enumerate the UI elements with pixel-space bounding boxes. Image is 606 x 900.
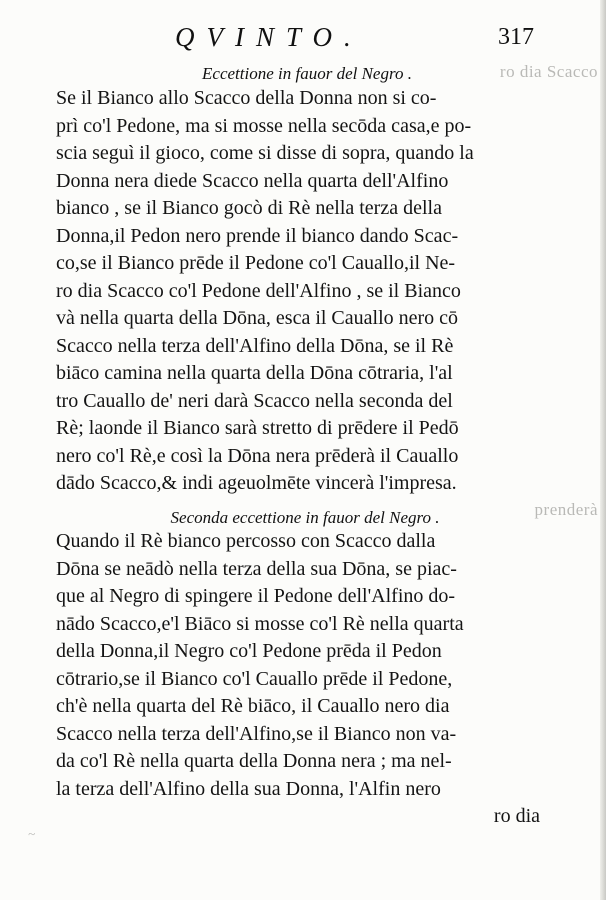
text-line: nero co'l Rè,e così la Dōna nera prēderà il Cauallo: [56, 444, 459, 467]
text-line: dādo Scacco,& indi ageuolmēte vincerà l'impresa.: [56, 472, 457, 494]
show-through-text: ro dia Scacco: [499, 62, 598, 81]
page-number: 317: [498, 24, 534, 50]
text-line: la terza dell'Alfino della sua Donna, l'Alfin nero: [56, 777, 441, 800]
show-through-text: ~: [28, 826, 36, 841]
text-line: Dōna se neādò nella terza della sua Dōna, se piac-: [56, 557, 457, 580]
text-line: ch'è nella quarta del Rè biāco, il Cauallo nero dia: [56, 695, 450, 717]
text-line: Scacco nella terza dell'Alfino,se il Bianco non va-: [56, 722, 457, 745]
text-line: Quando il Rè bianco percosso con Scacco dalla: [56, 530, 436, 552]
text-line: della Donna,il Negro co'l Pedone prēda il Pedon: [56, 640, 442, 662]
text-line: Donna nera diede Scacco nella quarta dell'Alfino: [56, 169, 449, 192]
text-line: Se il Bianco allo Scacco della Donna non si co-: [56, 87, 437, 109]
text-line: Scacco nella terza dell'Alfino della Dōna, se il Rè: [56, 334, 454, 357]
text-block: [56, 85, 570, 498]
text-block: [56, 528, 570, 831]
text-line: que al Negro di spingere il Pedone dell'Alfino do-: [56, 585, 456, 607]
text-line: da co'l Rè nella quarta della Donna nera ; ma nel-: [56, 750, 452, 772]
text-line: Rè; laonde il Bianco sarà stretto di prēdere il Pedō: [56, 417, 459, 439]
text-line: co,se il Bianco prēde il Pedone co'l Cauallo,il Ne-: [56, 252, 456, 274]
text-line: nādo Scacco,e'l Biāco si mosse co'l Rè nella quarta: [56, 612, 464, 635]
text-line: prì co'l Pedone, ma si mosse nella secōda casa,e po-: [56, 114, 472, 137]
text-line: ro dia Scacco co'l Pedone dell'Alfino , se il Bianco: [56, 279, 461, 302]
text-line: biāco camina nella quarta della Dōna cōtraria, l'al: [56, 362, 453, 384]
page-header: [0, 22, 606, 56]
show-through-text: prenderà: [534, 500, 598, 519]
text-line: cōtrario,se il Bianco co'l Cauallo prēde il Pedone,: [56, 667, 453, 690]
catchword: ro dia: [493, 805, 540, 827]
text-line: Donna,il Pedon nero prende il bianco dando Scac-: [56, 224, 459, 247]
page-edge: [600, 0, 606, 900]
running-title: QVINTO.: [175, 22, 363, 52]
text-line: và nella quarta della Dōna, esca il Cauallo nero cō: [56, 307, 459, 329]
text-line: tro Cauallo de' neri darà Scacco nella seconda del: [56, 389, 453, 412]
section-heading: Eccettione in fauor del Negro .: [202, 64, 412, 83]
section-heading: Seconda eccettione in fauor del Negro .: [170, 508, 440, 527]
text-line: scia seguì il gioco, come si disse di sopra, quando la: [56, 142, 474, 164]
text-line: bianco , se il Bianco gocò di Rè nella terza della: [56, 197, 442, 219]
